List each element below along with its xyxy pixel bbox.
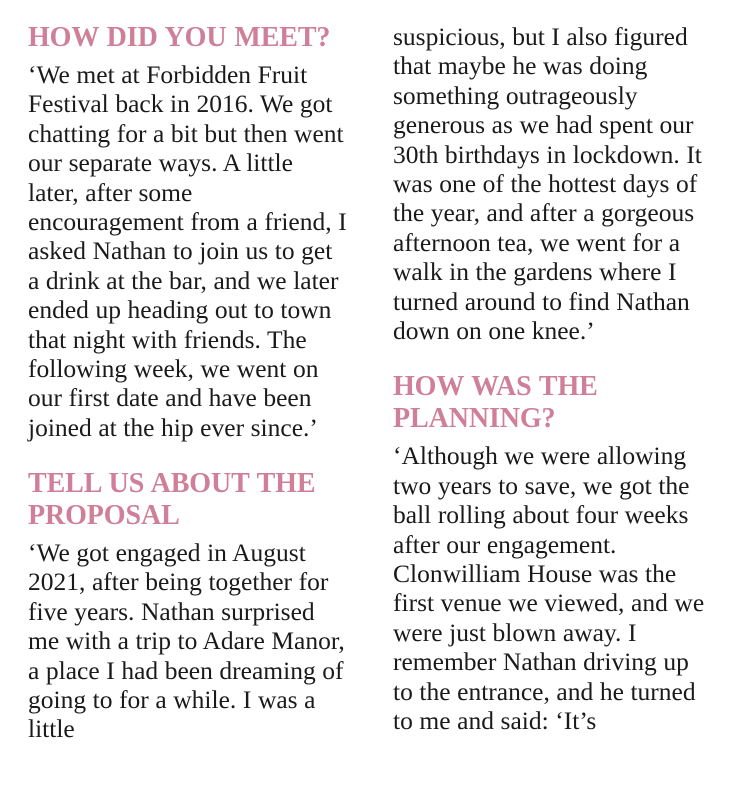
heading-tell-us-about-the-proposal: TELL US ABOUT THE PROPOSAL (28, 468, 316, 532)
answer-tell-us-about-the-proposal: ‘We got engaged in August 2021, after being together for five years. Nathan surprised me with a trip to Adare Manor, a place I had been dreaming of going to for a while. I was a little (28, 538, 345, 744)
qa-block-how-did-you-meet (28, 22, 350, 442)
left-column (28, 22, 350, 744)
answer-how-did-you-meet: ‘We met at Forbidden Fruit Festival back in 2016. We got chatting for a bit but then went our separate ways. A little later, after some encouragement from a friend, I asked Nathan to join us to get a drink at the bar, and we later ended up heading out to town that night with friends. The following week, we went on our first date and have been joined at the hip ever since.’ (28, 59, 347, 442)
qa-block-proposal-continued (393, 22, 715, 345)
qa-block-tell-us-about-the-proposal (28, 468, 350, 744)
right-column (393, 22, 715, 735)
qa-block-how-was-the-planning (393, 371, 715, 735)
answer-how-was-the-planning: ‘Although we were allowing two years to save, we got the ball rolling about four weeks after our engagement. Clonwilliam House was the first venue we viewed, and we were just blown away. I remember Nathan driving up to the entrance, and he turned to me and said: ‘It’s (393, 441, 705, 735)
heading-how-was-the-planning: HOW WAS THE PLANNING? (393, 371, 598, 435)
heading-how-did-you-meet: HOW DID YOU MEET? (28, 22, 331, 53)
answer-tell-us-about-the-proposal-continued: suspicious, but I also figured that maybe he was doing something outrageously generous as we had spent our 30th birthdays in lockdown. It was one of the hottest days of the year, and after a gorgeous afternoon tea, we went for a walk in the gardens where I turned around to find Nathan down on one knee.’ (393, 22, 702, 346)
